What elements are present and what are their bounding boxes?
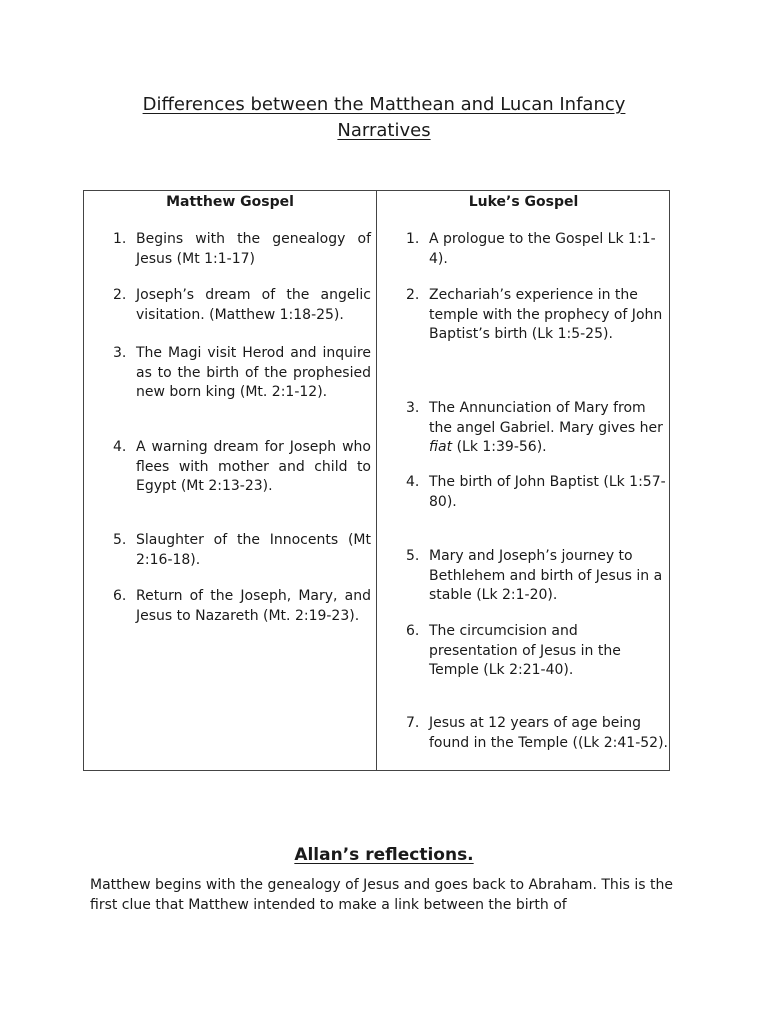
luke-item-7 [406, 714, 668, 753]
matthew-item-6 [113, 587, 371, 626]
matthew-column [84, 191, 376, 770]
luke-item-6 [406, 622, 668, 681]
luke-column-header: Luke’s Gospel [468, 194, 579, 210]
luke-item-6-number: 6. [406, 623, 420, 639]
matthew-item-1 [113, 230, 371, 269]
matthew-item-2-number: 2. [113, 287, 127, 303]
luke-item-1-number: 1. [406, 231, 420, 247]
luke-item-4 [406, 473, 668, 512]
matthew-item-3-text: The Magi visit Herod and inquire as to the birth of the prophesied new born king (Mt. 2:1-12). [136, 345, 371, 400]
luke-column [377, 191, 670, 770]
matthew-item-4-number: 4. [113, 439, 127, 455]
matthew-item-5-number: 5. [113, 532, 127, 548]
matthew-item-2 [113, 286, 371, 325]
matthew-item-3-number: 3. [113, 345, 127, 361]
luke-item-4-number: 4. [406, 474, 420, 490]
matthew-item-6-number: 6. [113, 588, 127, 604]
matthew-item-3 [113, 344, 371, 403]
matthew-item-5 [113, 531, 371, 570]
reflections-heading: Allan’s reflections. [294, 845, 474, 865]
luke-item-7-text: Jesus at 12 years of age being found in the Temple ((Lk 2:41-52). [429, 715, 668, 751]
luke-item-1-text: A prologue to the Gospel Lk 1:1-4). [429, 231, 656, 267]
fiat-emphasis: fiat [429, 439, 453, 455]
luke-item-3-text-end: (Lk 1:39-56). [452, 439, 547, 455]
luke-item-4-text: The birth of John Baptist (Lk 1:57-80). [429, 474, 666, 510]
matthew-item-4 [113, 438, 371, 497]
document-title [84, 92, 684, 144]
luke-item-1 [406, 230, 668, 269]
luke-item-5-text: Mary and Joseph’s journey to Bethlehem and birth of Jesus in a stable (Lk 2:1-20). [429, 548, 663, 603]
matthew-item-2-text: Joseph’s dream of the angelic visitation. (Matthew 1:18-25). [136, 287, 371, 323]
luke-item-6-text: The circumcision and presentation of Jesus in the Temple (Lk 2:21-40). [429, 623, 621, 678]
luke-item-3-text [429, 399, 668, 458]
document-title-line-2: Narratives [337, 120, 431, 141]
luke-item-2-text: Zechariah’s experience in the temple with the prophecy of John Baptist’s birth (Lk 1:5-25). [429, 287, 663, 342]
matthew-item-6-text: Return of the Joseph, Mary, and Jesus to Nazareth (Mt. 2:19-23). [136, 588, 371, 624]
matthew-item-1-text: Begins with the genealogy of Jesus (Mt 1:1-17) [136, 231, 371, 267]
luke-item-3-number: 3. [406, 400, 420, 416]
luke-item-3-text-start: The Annunciation of Mary from the angel Gabriel. Mary gives her [429, 400, 663, 436]
luke-item-5 [406, 547, 668, 606]
luke-item-3 [406, 399, 668, 458]
luke-item-7-number: 7. [406, 715, 420, 731]
reflections-paragraph: Matthew begins with the genealogy of Jesus and goes back to Abraham. This is the first clue that Matthew intended to make a link between the birth of [90, 877, 674, 913]
matthew-column-header: Matthew Gospel [166, 194, 294, 210]
luke-item-2 [406, 286, 668, 345]
comparison-table [83, 190, 670, 771]
document-title-line-1: Differences between the Matthean and Lucan Infancy [142, 94, 626, 115]
matthew-item-4-text: A warning dream for Joseph who flees with mother and child to Egypt (Mt 2:13-23). [136, 439, 371, 494]
matthew-item-1-number: 1. [113, 231, 127, 247]
matthew-item-5-text: Slaughter of the Innocents (Mt 2:16-18). [136, 532, 371, 568]
luke-item-2-number: 2. [406, 287, 420, 303]
luke-item-5-number: 5. [406, 548, 420, 564]
